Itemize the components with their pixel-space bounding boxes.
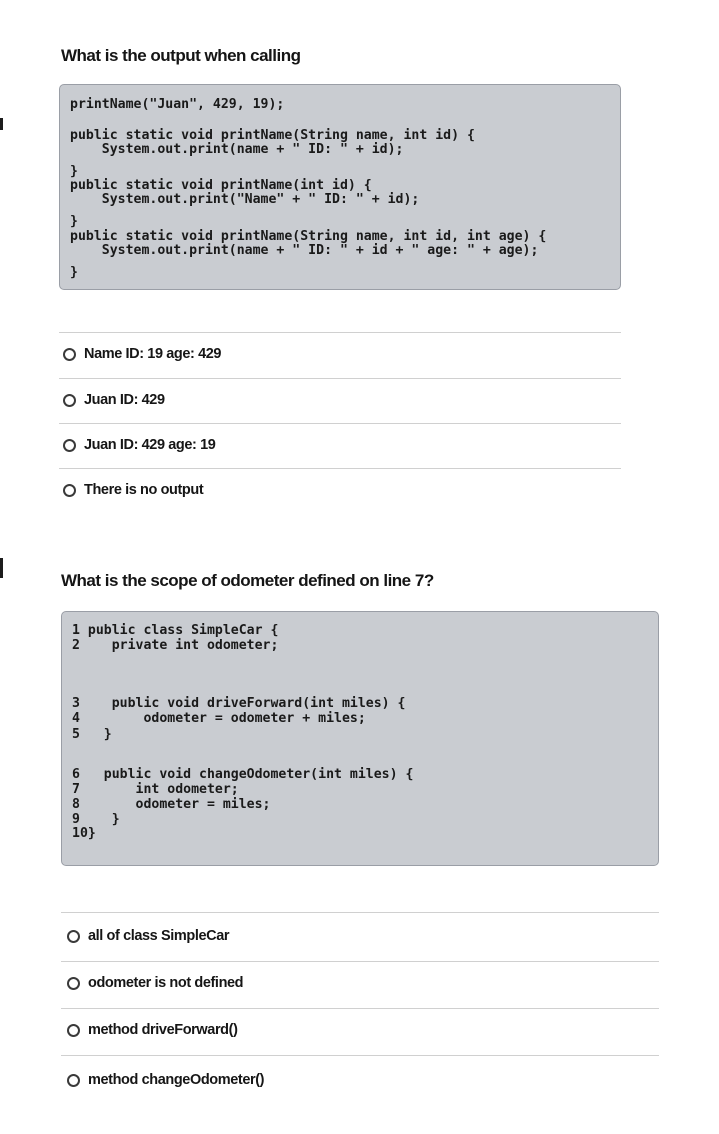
divider — [59, 468, 621, 469]
question-2-prompt: What is the scope of odometer defined on line 7? — [61, 571, 434, 590]
code-line: 9 } — [72, 812, 120, 827]
answer-option[interactable] — [67, 1069, 264, 1091]
option-label: Name ID: 19 age: 429 — [84, 346, 222, 362]
option-label: method driveForward() — [88, 1022, 238, 1038]
option-label: Juan ID: 429 — [84, 392, 165, 408]
code-line: 8 odometer = miles; — [72, 797, 271, 812]
answer-option[interactable] — [63, 479, 203, 501]
answer-option[interactable] — [67, 972, 243, 994]
divider — [59, 423, 621, 424]
answer-option[interactable] — [63, 434, 215, 456]
divider — [61, 912, 659, 913]
question-2-code-block — [61, 611, 659, 866]
code-line: 4 odometer = odometer + miles; — [72, 711, 366, 726]
code-line: public static void printName(String name, int id) { — [70, 128, 475, 143]
option-label: odometer is not defined — [88, 975, 244, 991]
divider — [61, 961, 659, 962]
code-line: 1 public class SimpleCar { — [72, 623, 279, 638]
left-edge-mark — [0, 558, 3, 578]
code-line: 5 } — [72, 727, 112, 742]
code-line: 7 int odometer; — [72, 782, 239, 797]
code-line: } — [70, 214, 78, 229]
option-label: Juan ID: 429 age: 19 — [84, 437, 216, 453]
code-line: 10} — [72, 826, 96, 841]
radio-button-icon[interactable] — [63, 484, 76, 497]
code-line: 3 public void driveForward(int miles) { — [72, 696, 406, 711]
radio-button-icon[interactable] — [63, 394, 76, 407]
divider — [61, 1055, 659, 1056]
question-1-prompt: What is the output when calling — [61, 46, 301, 65]
code-line: System.out.print("Name" + " ID: " + id); — [70, 192, 420, 207]
code-line: } — [70, 265, 78, 280]
answer-option[interactable] — [67, 1019, 238, 1041]
question-1-code-block — [59, 84, 621, 290]
code-line: 6 public void changeOdometer(int miles) { — [72, 767, 414, 782]
answer-option[interactable] — [63, 343, 221, 365]
radio-button-icon[interactable] — [67, 930, 80, 943]
radio-button-icon[interactable] — [63, 348, 76, 361]
code-line: 2 private int odometer; — [72, 638, 279, 653]
code-line: printName("Juan", 429, 19); — [70, 97, 285, 112]
answer-option[interactable] — [63, 389, 165, 411]
option-label: method changeOdometer() — [88, 1072, 265, 1088]
code-line: System.out.print(name + " ID: " + id + " age: " + age); — [70, 243, 539, 258]
divider — [59, 378, 621, 379]
option-label: all of class SimpleCar — [88, 928, 230, 944]
code-line: public static void printName(int id) { — [70, 178, 372, 193]
radio-button-icon[interactable] — [67, 1074, 80, 1087]
code-line: public static void printName(String name, int id, int age) { — [70, 229, 547, 244]
answer-option[interactable] — [67, 925, 229, 947]
option-label: There is no output — [84, 482, 204, 498]
left-edge-mark — [0, 118, 3, 130]
radio-button-icon[interactable] — [63, 439, 76, 452]
radio-button-icon[interactable] — [67, 977, 80, 990]
divider — [59, 332, 621, 333]
code-line: System.out.print(name + " ID: " + id); — [70, 142, 404, 157]
code-line: } — [70, 164, 78, 179]
divider — [61, 1008, 659, 1009]
radio-button-icon[interactable] — [67, 1024, 80, 1037]
